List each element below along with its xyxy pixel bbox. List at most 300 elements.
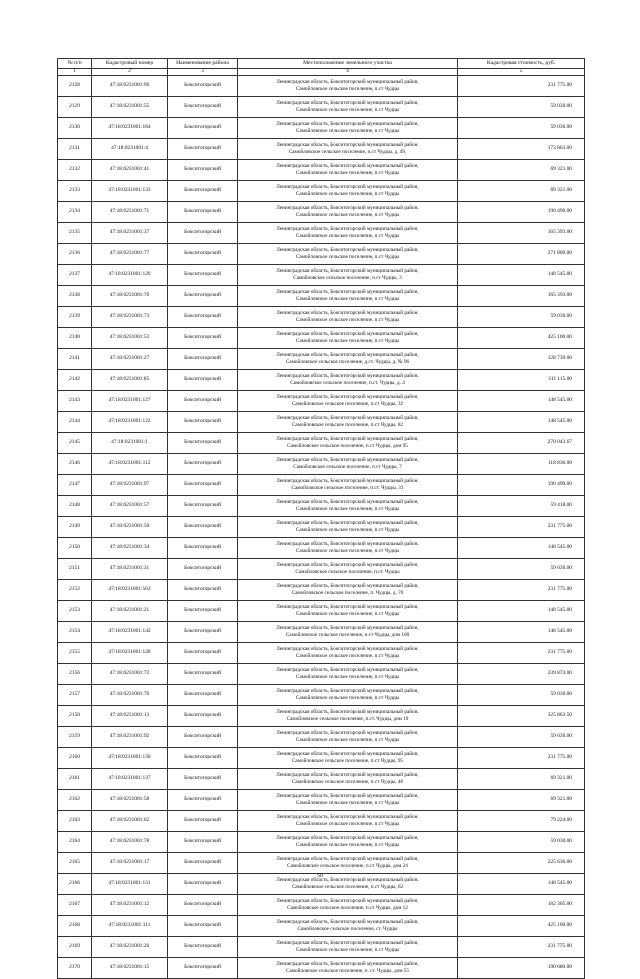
district-cell: Бокситогорский xyxy=(168,810,238,831)
cadastral-value-cell: 165 393.00 xyxy=(458,285,585,306)
location-line-1: Ленинградская область, Бокситогорский муниципальный район, xyxy=(276,562,419,569)
location-line-1: Ленинградская область, Бокситогорский муниципальный район, xyxy=(276,352,419,359)
location-line-1: Ленинградская область, Бокситогорский муниципальный район, xyxy=(276,751,419,758)
location-line-2: Самойловское сельское поселение, п. ст. Чудцы, дом 55 xyxy=(286,967,409,974)
cadastral-number-cell: 47:18:0231001:21 xyxy=(92,600,168,621)
row-number-cell: 2149 xyxy=(58,516,92,537)
location-line-1: Ленинградская область, Бокситогорский муниципальный район, xyxy=(276,310,419,317)
cadastral-number-cell: 47:18:0231001:164 xyxy=(92,117,168,138)
location-line-2: Самойловское сельское поселение, п.ст Чудцы xyxy=(295,85,400,92)
location-cell xyxy=(238,789,458,810)
location-line-2: Самойловское сельское поселение, п.ст Чудцы xyxy=(295,169,400,176)
cadastral-value-cell: 79 224.00 xyxy=(458,810,585,831)
cadastral-number-cell: 47:18:0231001:96 xyxy=(92,75,168,96)
cadastral-number-cell: 47:18:0231001:122 xyxy=(92,411,168,432)
table-row xyxy=(58,348,585,369)
cadastral-value-cell: 239 874.00 xyxy=(458,663,585,684)
district-cell: Бокситогорский xyxy=(168,726,238,747)
row-number-cell: 2146 xyxy=(58,453,92,474)
header-row-number: № п/п xyxy=(58,59,92,69)
location-line-2: Самойловское сельское поселение, п.ст Чудцы, дом 95 xyxy=(287,442,408,449)
cadastral-value-cell: 182 305.00 xyxy=(458,894,585,915)
table-row xyxy=(58,915,585,936)
location-cell xyxy=(238,348,458,369)
row-number-cell: 2159 xyxy=(58,726,92,747)
location-cell xyxy=(238,831,458,852)
location-line-1: Ленинградская область, Бокситогорский муниципальный район, xyxy=(276,667,419,674)
district-cell: Бокситогорский xyxy=(168,516,238,537)
cadastral-number-cell: 47:18:0231001:85 xyxy=(92,369,168,390)
location-line-1: Ленинградская область, Бокситогорский муниципальный район, xyxy=(276,394,419,401)
table-row xyxy=(58,432,585,453)
location-line-2: Самойловское сельское поселение, п.ст Чудцы xyxy=(295,505,400,512)
district-cell: Бокситогорский xyxy=(168,285,238,306)
row-number-cell: 2145 xyxy=(58,432,92,453)
location-line-2: Самойловское сельское поселение, п.ст. Чудцы xyxy=(295,568,400,575)
location-cell xyxy=(238,516,458,537)
location-cell xyxy=(238,579,458,600)
location-line-1: Ленинградская область, Бокситогорский муниципальный район, xyxy=(276,625,419,632)
location-line-1: Ленинградская область, Бокситогорский муниципальный район, xyxy=(276,709,419,716)
location-cell xyxy=(238,852,458,873)
table-row xyxy=(58,390,585,411)
cadastral-number-cell: 47:18:0231001:13 xyxy=(92,705,168,726)
district-cell: Бокситогорский xyxy=(168,852,238,873)
location-line-1: Ленинградская область, Бокситогорский муниципальный район, xyxy=(276,856,419,863)
district-cell: Бокситогорский xyxy=(168,495,238,516)
cadastral-value-cell: 270 043.67 xyxy=(458,432,585,453)
row-number-cell: 2137 xyxy=(58,264,92,285)
location-line-2: Самойловское сельское поселение, п.ст Чудцы xyxy=(295,652,400,659)
cadastral-value-cell: 59 418.00 xyxy=(458,495,585,516)
page-number: 50 xyxy=(317,873,323,879)
cadastral-number-cell: 47:18:0231001:31 xyxy=(92,558,168,579)
cadastral-value-cell: 69 321.00 xyxy=(458,159,585,180)
location-line-2: Самойловское сельское поселение, п.ст Чудцы xyxy=(295,295,400,302)
table-row xyxy=(58,516,585,537)
cadastral-value-cell: 190 490.00 xyxy=(458,201,585,222)
table-row xyxy=(58,306,585,327)
location-line-1: Ленинградская область, Бокситогорский муниципальный район, xyxy=(276,541,419,548)
cadastral-value-cell: 148 545.00 xyxy=(458,600,585,621)
cadastral-value-cell: 148 545.00 xyxy=(458,390,585,411)
table-row xyxy=(58,411,585,432)
location-line-2: Самойловское сельское поселение, п.ст Чудцы xyxy=(295,610,400,617)
table-row xyxy=(58,705,585,726)
cadastral-number-cell: 47:18:0231001:120 xyxy=(92,264,168,285)
row-number-cell: 2161 xyxy=(58,768,92,789)
district-cell: Бокситогорский xyxy=(168,222,238,243)
location-line-2: Самойловское сельское поселение, п.ст. Чудцы, дом 10 xyxy=(286,715,409,722)
table-row xyxy=(58,789,585,810)
location-line-1: Ленинградская область, Бокситогорский муниципальный район, xyxy=(276,961,419,968)
cadastral-number-cell: 47:18:0231001:4 xyxy=(92,138,168,159)
district-cell: Бокситогорский xyxy=(168,768,238,789)
location-line-2: Самойловское сельское поселение, п.ст Чудцы xyxy=(295,106,400,113)
location-line-2: Самойловское сельское поселение, п.ст Чудцы xyxy=(295,190,400,197)
location-line-1: Ленинградская область, Бокситогорский муниципальный район, xyxy=(276,604,419,611)
table-row xyxy=(58,117,585,138)
location-cell xyxy=(238,495,458,516)
location-line-2: Самойловское сельское поселение, п.ст Чудцы, дом 12 xyxy=(287,904,408,911)
district-cell: Бокситогорский xyxy=(168,621,238,642)
column-number: 3 xyxy=(168,68,238,75)
location-cell xyxy=(238,243,458,264)
cadastral-value-cell: 69 321.00 xyxy=(458,789,585,810)
location-line-1: Ленинградская область, Бокситогорский муниципальный район, xyxy=(276,415,419,422)
location-line-1: Ленинградская область, Бокситогорский муниципальный район, xyxy=(276,730,419,737)
cadastral-value-cell: 231 775.00 xyxy=(458,747,585,768)
row-number-cell: 2140 xyxy=(58,327,92,348)
cadastral-value-cell: 425 100.00 xyxy=(458,327,585,348)
location-cell xyxy=(238,411,458,432)
location-cell xyxy=(238,768,458,789)
row-number-cell: 2154 xyxy=(58,621,92,642)
district-cell: Бокситогорский xyxy=(168,915,238,936)
row-number-cell: 2132 xyxy=(58,159,92,180)
column-number-row xyxy=(58,68,585,75)
cadastral-value-cell: 231 775.00 xyxy=(458,75,585,96)
cadastral-value-cell: 59 030.00 xyxy=(458,117,585,138)
table-row xyxy=(58,747,585,768)
cadastral-value-cell: 190 490.00 xyxy=(458,474,585,495)
row-number-cell: 2160 xyxy=(58,747,92,768)
row-number-cell: 2139 xyxy=(58,306,92,327)
row-number-cell: 2153 xyxy=(58,600,92,621)
location-line-1: Ленинградская область, Бокситогорский муниципальный район, xyxy=(276,457,419,464)
cadastral-number-cell: 47:18:0231001:55 xyxy=(92,96,168,117)
district-cell: Бокситогорский xyxy=(168,201,238,222)
table-row xyxy=(58,558,585,579)
location-line-1: Ленинградская область, Бокситогорский муниципальный район, xyxy=(276,499,419,506)
table-row xyxy=(58,180,585,201)
row-number-cell: 2166 xyxy=(58,873,92,894)
district-cell: Бокситогорский xyxy=(168,180,238,201)
location-line-1: Ленинградская область, Бокситогорский муниципальный район, xyxy=(276,121,419,128)
district-cell: Бокситогорский xyxy=(168,327,238,348)
location-line-1: Ленинградская область, Бокситогорский муниципальный район, xyxy=(276,331,419,338)
table-row xyxy=(58,159,585,180)
cadastral-value-cell: 59 030.00 xyxy=(458,726,585,747)
location-cell xyxy=(238,747,458,768)
location-line-1: Ленинградская область, Бокситогорский муниципальный район, xyxy=(276,289,419,296)
cadastral-number-cell: 47:18:0231001:563 xyxy=(92,579,168,600)
district-cell: Бокситогорский xyxy=(168,348,238,369)
table-row xyxy=(58,327,585,348)
cadastral-number-cell: 47:18:0231001:72 xyxy=(92,663,168,684)
cadastral-value-cell: 231 775.00 xyxy=(458,936,585,957)
table-row xyxy=(58,579,585,600)
table-row xyxy=(58,831,585,852)
location-cell xyxy=(238,75,458,96)
location-line-2: Самойловское сельское поселение, п.ст Чудцы xyxy=(295,841,400,848)
district-cell: Бокситогорский xyxy=(168,663,238,684)
location-line-2: Самойловское сельское поселение, п.ст Чудцы, 95 xyxy=(291,757,404,764)
cadastral-number-cell: 47:18:0231001:130 xyxy=(92,747,168,768)
location-line-2: Самойловское сельское поселение, п.ст Чудцы xyxy=(295,736,400,743)
row-number-cell: 2169 xyxy=(58,936,92,957)
cadastral-number-cell: 47:18:0231001:97 xyxy=(92,474,168,495)
location-line-1: Ленинградская область, Бокситогорский муниципальный район, xyxy=(276,100,419,107)
location-line-2: Самойловское сельское поселение, п.ст Чудцы, дом 24 xyxy=(287,862,408,869)
location-cell xyxy=(238,474,458,495)
row-number-cell: 2157 xyxy=(58,684,92,705)
row-number-cell: 2147 xyxy=(58,474,92,495)
location-line-1: Ленинградская область, Бокситогорский муниципальный район, xyxy=(276,205,419,212)
location-cell xyxy=(238,201,458,222)
cadastral-number-cell: 47:18:0231001:77 xyxy=(92,243,168,264)
location-line-1: Ленинградская область, Бокситогорский муниципальный район, xyxy=(276,478,419,485)
row-number-cell: 2170 xyxy=(58,957,92,978)
cadastral-value-cell: 231 775.00 xyxy=(458,642,585,663)
cadastral-number-cell: 47:18:0231001:76 xyxy=(92,684,168,705)
row-number-cell: 2150 xyxy=(58,537,92,558)
district-cell: Бокситогорский xyxy=(168,159,238,180)
location-cell xyxy=(238,432,458,453)
location-line-1: Ленинградская область, Бокситогорский муниципальный район, xyxy=(276,583,419,590)
cadastral-value-cell: 59 030.00 xyxy=(458,306,585,327)
location-line-2: Самойловское сельское поселение, п.ст Чудцы xyxy=(295,820,400,827)
table-row xyxy=(58,768,585,789)
row-number-cell: 2129 xyxy=(58,96,92,117)
row-number-cell: 2155 xyxy=(58,642,92,663)
cadastral-number-cell: 47:18:0231001:133 xyxy=(92,180,168,201)
location-line-2: Самойловское сельское поселение, п.ст Чудцы xyxy=(295,673,400,680)
row-number-cell: 2131 xyxy=(58,138,92,159)
cadastral-value-cell: 231 775.00 xyxy=(458,516,585,537)
table-row xyxy=(58,369,585,390)
cadastral-number-cell: 47:18:0231001:41 xyxy=(92,159,168,180)
table-row xyxy=(58,138,585,159)
row-number-cell: 2136 xyxy=(58,243,92,264)
cadastral-value-cell: 231 775.00 xyxy=(458,579,585,600)
location-line-1: Ленинградская область, Бокситогорский муниципальный район, xyxy=(276,772,419,779)
cadastral-number-cell: 47:18:0231001:73 xyxy=(92,306,168,327)
row-number-cell: 2165 xyxy=(58,852,92,873)
location-cell xyxy=(238,390,458,411)
cadastral-number-cell: 47:18:0231001:92 xyxy=(92,726,168,747)
location-cell xyxy=(238,453,458,474)
district-cell: Бокситогорский xyxy=(168,96,238,117)
location-cell xyxy=(238,810,458,831)
cadastral-value-cell: 59 030.00 xyxy=(458,96,585,117)
location-line-2: Самойловское сельское поселение, п.ст Чудцы xyxy=(295,337,400,344)
table-row xyxy=(58,96,585,117)
cadastral-number-cell: 47:18:0231001:137 xyxy=(92,768,168,789)
table-row xyxy=(58,264,585,285)
cadastral-number-cell: 47:18:0231001:111 xyxy=(92,915,168,936)
district-cell: Бокситогорский xyxy=(168,789,238,810)
location-line-1: Ленинградская область, Бокситогорский муниципальный район, xyxy=(276,436,419,443)
table-row xyxy=(58,852,585,873)
district-cell: Бокситогорский xyxy=(168,264,238,285)
district-cell: Бокситогорский xyxy=(168,957,238,978)
district-cell: Бокситогорский xyxy=(168,600,238,621)
district-cell: Бокситогорский xyxy=(168,873,238,894)
header-row xyxy=(58,59,585,69)
header-cadastral-number: Кадастровый номер xyxy=(92,59,168,69)
cadastral-number-cell: 47:18:0231001:12 xyxy=(92,894,168,915)
location-cell xyxy=(238,180,458,201)
cadastral-number-cell: 47:18:0231001:37 xyxy=(92,222,168,243)
district-cell: Бокситогорский xyxy=(168,684,238,705)
location-line-2: Самойловское сельское поселение, п.ст Чудцы xyxy=(295,946,400,953)
cadastral-value-cell: 190 680.00 xyxy=(458,957,585,978)
location-line-1: Ленинградская область, Бокситогорский муниципальный район, xyxy=(276,814,419,821)
cadastral-number-cell: 47:18:0231001:34 xyxy=(92,537,168,558)
location-cell xyxy=(238,684,458,705)
table-row xyxy=(58,285,585,306)
location-line-1: Ленинградская область, Бокситогорский муниципальный район, xyxy=(276,835,419,842)
location-cell xyxy=(238,369,458,390)
row-number-cell: 2133 xyxy=(58,180,92,201)
table-row xyxy=(58,726,585,747)
location-cell xyxy=(238,159,458,180)
row-number-cell: 2164 xyxy=(58,831,92,852)
location-line-1: Ленинградская область, Бокситогорский муниципальный район, xyxy=(276,226,419,233)
table-row xyxy=(58,621,585,642)
location-line-2: Самойловское сельское поселение, п.ст Чудцы xyxy=(295,127,400,134)
location-line-2: Самойловское сельское поселение, п.ст Чудцы xyxy=(295,799,400,806)
location-cell xyxy=(238,285,458,306)
location-line-1: Ленинградская область, Бокситогорский муниципальный район, xyxy=(276,688,419,695)
location-line-2: Самойловское сельское поселение, п.ст Чудцы xyxy=(295,253,400,260)
location-line-2: Самойловское сельское поселение, п.ст Чудцы xyxy=(295,694,400,701)
district-cell: Бокситогорский xyxy=(168,537,238,558)
table-row xyxy=(58,474,585,495)
table-body xyxy=(58,75,585,978)
location-line-2: Самойловское сельское поселение, п.ст Чудцы xyxy=(295,547,400,554)
location-cell xyxy=(238,642,458,663)
table-row xyxy=(58,936,585,957)
cadastral-number-cell: 47:18:0231001:53 xyxy=(92,327,168,348)
table-row xyxy=(58,684,585,705)
district-cell: Бокситогорский xyxy=(168,138,238,159)
table-row xyxy=(58,222,585,243)
column-number: 1 xyxy=(58,68,92,75)
location-cell xyxy=(238,600,458,621)
header-cadastral-value: Кадастровая стоимость, руб. xyxy=(458,59,585,69)
cadastral-number-cell: 47:18:0231001:71 xyxy=(92,201,168,222)
location-cell xyxy=(238,306,458,327)
cadastral-value-cell: 148 545.00 xyxy=(458,537,585,558)
row-number-cell: 2156 xyxy=(58,663,92,684)
cadastral-value-table-sheet xyxy=(57,58,584,979)
cadastral-value-cell: 59 030.00 xyxy=(458,684,585,705)
cadastral-number-cell: 47:18:0231001:27 xyxy=(92,348,168,369)
location-line-2: Самойловское сельское поселение, п.ст Чудцы, 7 xyxy=(293,463,402,470)
location-line-1: Ленинградская область, Бокситогорский муниципальный район, xyxy=(276,268,419,275)
location-cell xyxy=(238,621,458,642)
cadastral-value-cell: 148 545.00 xyxy=(458,411,585,432)
cadastral-value-cell: 128 739.00 xyxy=(458,348,585,369)
location-line-1: Ленинградская область, Бокситогорский муниципальный район, xyxy=(276,520,419,527)
location-line-2: Самойловское сельское поселение, п.ст. Чудцы, 31 xyxy=(291,484,404,491)
location-cell xyxy=(238,117,458,138)
location-line-2: Самойловское сельское поселение, п.ст Чудцы, 3 xyxy=(293,274,402,281)
location-line-1: Ленинградская область, Бокситогорский муниципальный район, xyxy=(276,646,419,653)
table-row xyxy=(58,663,585,684)
district-cell: Бокситогорский xyxy=(168,474,238,495)
cadastral-value-cell: 271 860.00 xyxy=(458,243,585,264)
location-line-1: Ленинградская область, Бокситогорский муниципальный район, xyxy=(276,919,419,926)
location-cell xyxy=(238,138,458,159)
row-number-cell: 2141 xyxy=(58,348,92,369)
row-number-cell: 2168 xyxy=(58,915,92,936)
location-cell xyxy=(238,558,458,579)
location-cell xyxy=(238,936,458,957)
table-header xyxy=(58,59,585,76)
column-number: 2 xyxy=(92,68,168,75)
table-row xyxy=(58,600,585,621)
header-location: Местоположение земельного участка xyxy=(238,59,458,69)
cadastral-value-cell: 225 636.00 xyxy=(458,852,585,873)
table-row xyxy=(58,537,585,558)
location-line-1: Ленинградская область, Бокситогорский муниципальный район, xyxy=(276,163,419,170)
cadastral-value-cell: 311 115.00 xyxy=(458,369,585,390)
cadastral-number-cell: 47:18:0231001:62 xyxy=(92,810,168,831)
location-line-2: Самойловское сельское поселение, п.ст Чудцы xyxy=(295,316,400,323)
location-line-2: Самойловское сельское поселение, п.ст Чудцы, 48 xyxy=(291,778,404,785)
district-cell: Бокситогорский xyxy=(168,894,238,915)
row-number-cell: 2134 xyxy=(58,201,92,222)
location-line-2: Самойловское сельское поселение, ст. Чудцы xyxy=(297,925,398,932)
table-row xyxy=(58,495,585,516)
location-line-1: Ленинградская область, Бокситогорский муниципальный район, xyxy=(276,940,419,947)
row-number-cell: 2148 xyxy=(58,495,92,516)
district-cell: Бокситогорский xyxy=(168,75,238,96)
row-number-cell: 2144 xyxy=(58,411,92,432)
location-line-2: Самойловское сельское поселение, п.ст Чудцы, д. 49, xyxy=(288,148,407,155)
location-cell xyxy=(238,537,458,558)
cadastral-value-cell: 325 863.50 xyxy=(458,705,585,726)
location-cell xyxy=(238,705,458,726)
location-cell xyxy=(238,663,458,684)
row-number-cell: 2128 xyxy=(58,75,92,96)
cadastral-value-cell: 69 321.00 xyxy=(458,180,585,201)
district-cell: Бокситогорский xyxy=(168,243,238,264)
table-row xyxy=(58,453,585,474)
cadastral-number-cell: 47:18:0231001:58 xyxy=(92,789,168,810)
table-row xyxy=(58,957,585,978)
table-row xyxy=(58,243,585,264)
location-line-2: Самойловское сельское поселение, п.ст Чудцы xyxy=(295,211,400,218)
cadastral-number-cell: 47:18:0231001:15 xyxy=(92,957,168,978)
cadastral-number-cell: 47:18:0231001:1 xyxy=(92,432,168,453)
cadastral-number-cell: 47:18:0231001:78 xyxy=(92,831,168,852)
table-row xyxy=(58,201,585,222)
location-line-1: Ленинградская область, Бокситогорский муниципальный район, xyxy=(276,142,419,149)
location-line-1: Ленинградская область, Бокситогорский муниципальный район, xyxy=(276,79,419,86)
location-line-1: Ленинградская область, Бокситогорский муниципальный район, xyxy=(276,373,419,380)
cadastral-value-cell: 425 100.00 xyxy=(458,915,585,936)
cadastral-number-cell: 47:18:0231001:26 xyxy=(92,936,168,957)
cadastral-number-cell: 47:18:0231001:50 xyxy=(92,516,168,537)
district-cell: Бокситогорский xyxy=(168,306,238,327)
district-cell: Бокситогорский xyxy=(168,705,238,726)
location-cell xyxy=(238,96,458,117)
district-cell: Бокситогорский xyxy=(168,117,238,138)
location-line-1: Ленинградская область, Бокситогорский муниципальный район, xyxy=(276,898,419,905)
district-cell: Бокситогорский xyxy=(168,579,238,600)
cadastral-value-cell: 173 863.00 xyxy=(458,138,585,159)
location-cell xyxy=(238,726,458,747)
location-line-2: Самойловское сельское поселение, п.ст. Чудцы, д. 4 xyxy=(290,379,405,386)
district-cell: Бокситогорский xyxy=(168,432,238,453)
row-number-cell: 2152 xyxy=(58,579,92,600)
column-number: 4 xyxy=(238,68,458,75)
cadastral-value-cell: 69 321.00 xyxy=(458,768,585,789)
